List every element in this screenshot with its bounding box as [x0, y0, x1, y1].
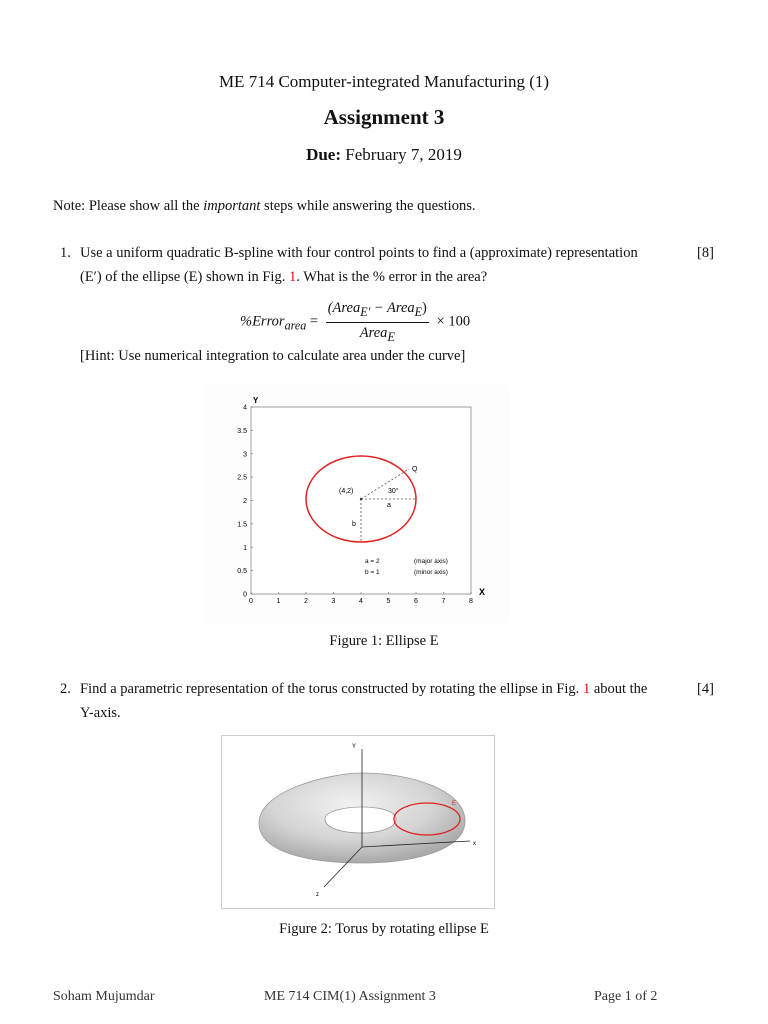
question-line-part: (E′) of the ellipse (E) shown in Fig.: [80, 269, 289, 285]
question-1: [0, 241, 768, 291]
assignment-title: Assignment 3: [323, 105, 445, 129]
a-label: a: [387, 502, 391, 509]
footer-page: Page 1 of 2: [594, 989, 658, 1004]
question-line-part: . What is the % error in the area?: [296, 269, 488, 285]
y-tick-label: 0.5: [237, 568, 247, 576]
question-number: 2.: [60, 681, 71, 697]
x-axis-label: X: [479, 587, 486, 597]
y-label: Y: [352, 744, 357, 750]
ellipse-figure: [205, 385, 510, 623]
formula-fraction: [326, 300, 429, 345]
y-tick-label: 0: [243, 591, 247, 599]
q-label: Q: [412, 466, 418, 473]
legend-b: b = 1: [365, 569, 380, 576]
y-tick-label: 3.5: [237, 427, 247, 435]
due-date: February 7, 2019: [345, 145, 462, 164]
formula-part: E: [414, 304, 423, 319]
question-number: 1.: [60, 245, 71, 261]
formula-part: − Area: [370, 300, 415, 316]
center-label: (4,2): [339, 488, 354, 495]
note-text: [53, 198, 475, 215]
x-tick-label: 1: [276, 598, 281, 605]
x-tick-label: 7: [441, 598, 446, 605]
course-title: ME 714 Computer-integrated Manufacturing (1): [218, 72, 550, 91]
note-prefix: Note: Please show all the: [53, 198, 204, 214]
footer-document: ME 714 CIM(1) Assignment 3: [264, 989, 436, 1004]
formula-part: (Area: [327, 300, 361, 316]
question-text: [80, 677, 670, 725]
formula-part: E: [387, 329, 395, 344]
b-label: b: [352, 521, 356, 528]
question-line: [80, 677, 670, 701]
x-tick-label: 3: [331, 598, 336, 605]
y-tick-label: 2.5: [237, 474, 247, 482]
center-point: [360, 498, 362, 500]
x-tick-label: 2: [304, 598, 308, 605]
note-suffix: steps while answering the questions.: [260, 198, 476, 214]
legend-a: a = 2: [365, 558, 380, 565]
marks-badge: [4]: [697, 681, 714, 697]
formula-tail: × 100: [436, 313, 471, 330]
marks-badge: [8]: [697, 245, 714, 261]
x-tick-label: 8: [469, 598, 473, 605]
figure1-caption: Figure 1: Ellipse E: [329, 633, 439, 649]
y-tick-label: 2: [243, 498, 247, 505]
x-tick-label: 5: [386, 598, 391, 605]
footer-author: Soham Mujumdar: [53, 989, 155, 1004]
due-line: [0, 145, 768, 165]
question-line-part: Find a parametric representation of the torus constructed by rotating the ellipse in Fig.: [80, 681, 583, 697]
y-tick-label: 4: [243, 404, 247, 412]
figure2-caption: Figure 2: Torus by rotating ellipse E: [279, 921, 489, 937]
legend-major: (major axis): [414, 558, 448, 565]
question-line: Use a uniform quadratic B-spline with four control points to find a (approximate) representation: [80, 245, 638, 261]
formula-lhs: %Error: [240, 313, 285, 330]
z-label: z: [316, 892, 319, 898]
torus-figure: [221, 735, 495, 909]
legend-minor: (minor axis): [414, 569, 448, 576]
e-label: E: [452, 801, 457, 807]
question-line-part: about the: [590, 681, 648, 697]
x-tick-label: 6: [414, 598, 418, 605]
y-tick-label: 3: [243, 451, 247, 459]
question-line: Y-axis.: [80, 705, 121, 721]
due-label: Due:: [306, 145, 342, 164]
formula-denominator: [326, 323, 429, 345]
question-line: [80, 265, 670, 289]
hint-text: [Hint: Use numerical integration to calculate area under the curve]: [80, 348, 466, 364]
formula-part: Area: [359, 324, 388, 341]
x-tick-label: 0: [249, 598, 253, 605]
question-2: [0, 677, 768, 727]
figure-reference-link[interactable]: 1: [288, 269, 297, 285]
y-axis-label: Y: [253, 396, 259, 405]
y-tick-label: 1.5: [237, 521, 247, 529]
formula-numerator: [326, 300, 429, 323]
formula-lhs-sub: area: [284, 318, 307, 333]
y-tick-label: 1: [243, 544, 247, 552]
error-formula: %Error$_{area}$ = $\frac{(Area_{E'} - Area_E)}{Area_E}$ × 100: [240, 300, 471, 344]
x-tick-label: 4: [359, 598, 363, 605]
question-text: [80, 241, 670, 289]
angle-label: 30°: [388, 488, 399, 495]
figure-reference-link[interactable]: 1: [582, 681, 591, 697]
formula-part: E′: [360, 304, 371, 319]
formula-part: ): [422, 300, 427, 316]
note-emphasis: important: [203, 198, 261, 214]
x-label: x: [473, 841, 476, 847]
